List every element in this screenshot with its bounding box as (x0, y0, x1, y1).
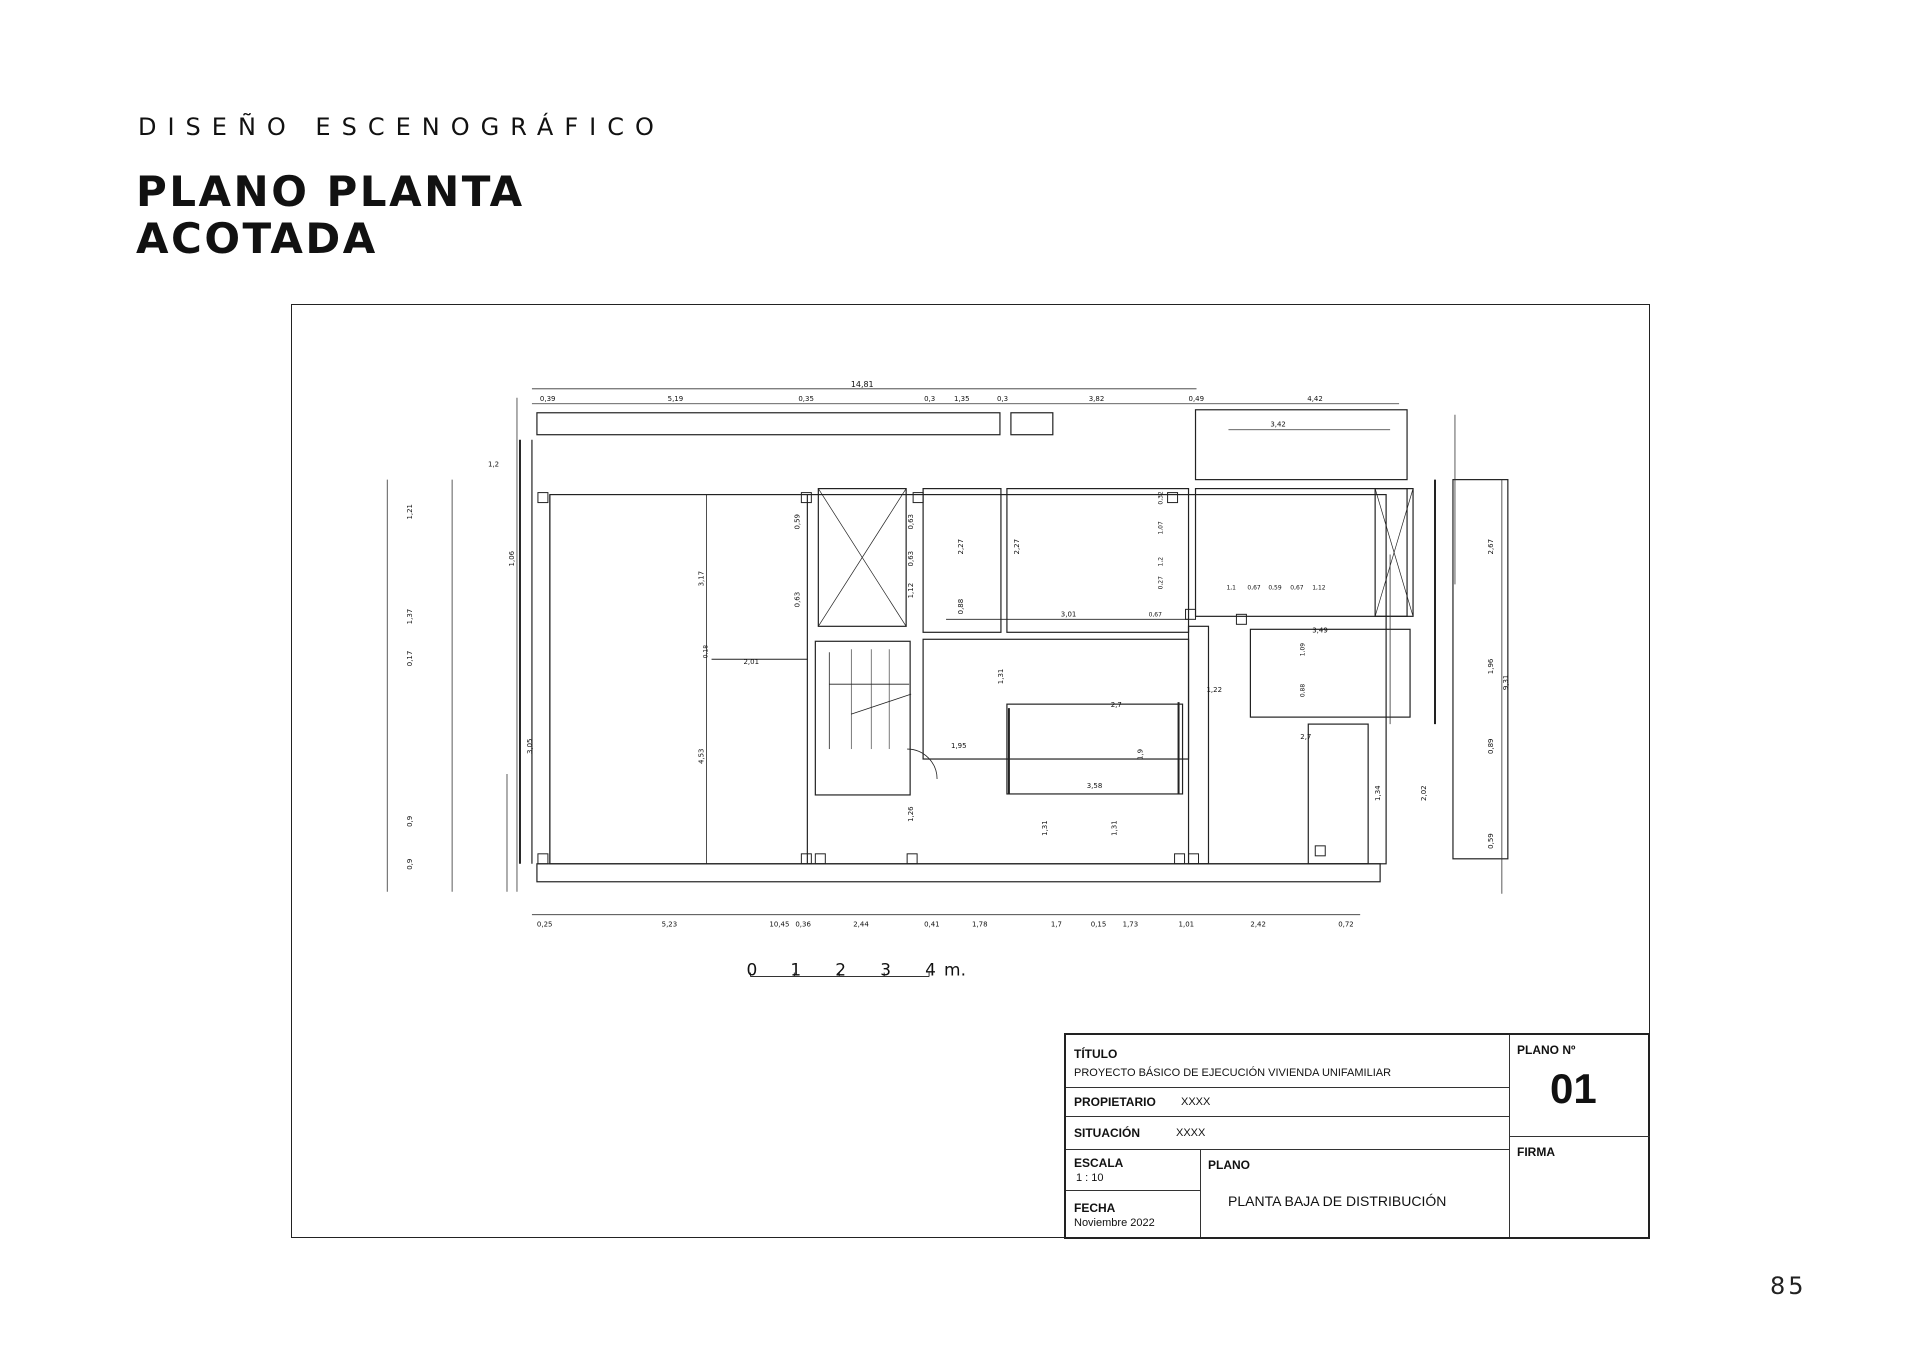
left-dim-2: 1,21 (406, 504, 415, 520)
scale-label-3: 3 (880, 959, 891, 980)
propietario-label: PROPIETARIO (1074, 1095, 1156, 1109)
int-dim-26: 0,88 (1299, 683, 1307, 698)
scale-unit: m. (944, 959, 966, 980)
firma-label: FIRMA (1517, 1145, 1555, 1159)
int-dim-10: 2,27 (957, 538, 966, 555)
bottom-dim-10: 1,73 (1122, 920, 1139, 929)
int-dim-13: 0,32 (1157, 491, 1165, 505)
plano-no-label: PLANO Nº (1517, 1043, 1576, 1057)
top-dim-1: 0,39 (539, 394, 556, 403)
int-dim-19: 1,1 (1226, 584, 1236, 592)
overall-dimension: 14,81 (850, 379, 874, 389)
left-dim-8: 3,05 (525, 738, 534, 755)
titulo-value: PROYECTO BÁSICO DE EJECUCIÓN VIVIENDA UNIFAMILIAR (1074, 1067, 1392, 1079)
title-line-2: ACOTADA (136, 214, 378, 263)
situacion-value: XXXX (1176, 1127, 1206, 1139)
bottom-dim-8: 1,7 (1050, 920, 1062, 929)
right-dim-7: 0,59 (1486, 833, 1495, 849)
bottom-dim-13: 0,72 (1338, 920, 1354, 929)
scale-label-2: 2 (835, 959, 847, 980)
int-dim-17: 3,01 (1060, 610, 1077, 619)
title-block (1064, 1033, 1650, 1239)
titulo-label: TÍTULO (1074, 1047, 1118, 1061)
int-dim-23: 1,12 (1312, 584, 1326, 592)
int-dim-11: 2,27 (1012, 538, 1021, 555)
scale-label-4: 4 (925, 959, 936, 980)
scale-bar (746, 960, 965, 980)
right-dim-6: 2,02 (1420, 785, 1429, 801)
int-dim-31: 1,95 (951, 742, 967, 751)
int-dim-9: 1,12 (907, 582, 916, 599)
int-dim-25: 1,09 (1299, 642, 1307, 657)
top-dim-4: 0,3 (924, 394, 936, 403)
int-dim-8: 0,63 (907, 550, 916, 567)
int-dim-21: 0,59 (1268, 584, 1282, 592)
left-dim-7: 1,06 (507, 550, 516, 567)
bottom-dim-5: 2,44 (853, 920, 869, 929)
page-number: 85 (1770, 1272, 1807, 1300)
int-dim-29: 2,7 (1110, 701, 1122, 710)
top-dim-7: 3,82 (1088, 394, 1105, 403)
bottom-dim-7: 1,78 (971, 920, 988, 929)
escala-value: 1 : 10 (1076, 1172, 1104, 1184)
int-dim-35: 1,31 (1040, 820, 1049, 836)
right-dim-1: 3,42 (1270, 420, 1286, 429)
int-dim-1: 0,59 (793, 513, 802, 530)
int-dim-18: 0,67 (1148, 611, 1162, 619)
right-dim-4: 9,31 (1501, 674, 1510, 691)
bottom-dim-9: 0,15 (1090, 920, 1107, 929)
int-dim-16: 0,27 (1157, 576, 1165, 590)
int-dim-14: 1,07 (1157, 521, 1165, 535)
top-dim-3: 0,35 (798, 394, 814, 403)
top-dim-9: 4,42 (1307, 394, 1323, 403)
bottom-dim-6: 0,41 (924, 920, 940, 929)
top-dim-2: 5,19 (667, 394, 684, 403)
int-dim-36: 1,31 (1110, 820, 1119, 836)
section-kicker: DISEÑO ESCENOGRÁFICO (138, 113, 665, 141)
int-dim-2: 0,63 (793, 591, 802, 608)
bottom-dim-1: 0,25 (536, 920, 553, 929)
fecha-label: FECHA (1074, 1201, 1116, 1215)
int-dim-6: 4,53 (697, 748, 706, 765)
int-dim-33: 3,58 (1086, 781, 1103, 790)
int-dim-4: 0,18 (702, 644, 710, 659)
plano-no-value: 01 (1550, 1065, 1597, 1112)
top-dim-8: 0,49 (1188, 394, 1205, 403)
int-dim-3: 3,17 (697, 570, 706, 587)
right-dim-3: 1,96 (1486, 658, 1495, 675)
int-dim-7: 0,63 (907, 513, 916, 530)
int-dim-34: 1,26 (907, 806, 916, 822)
fecha-value: Noviembre 2022 (1074, 1217, 1155, 1229)
top-dim-6: 0,3 (996, 394, 1009, 403)
top-dim-5: 1,35 (954, 394, 970, 403)
title-line-1: PLANO PLANTA (136, 167, 525, 216)
scale-label-0: 0 (746, 959, 758, 980)
int-dim-28: 1,22 (1206, 686, 1223, 695)
int-dim-27: 1,31 (996, 668, 1005, 685)
right-dim-2: 2,67 (1486, 538, 1495, 555)
bottom-dim-11: 1,01 (1178, 920, 1195, 929)
escala-label: ESCALA (1074, 1156, 1124, 1170)
int-dim-5: 2,01 (743, 658, 760, 667)
left-dim-4: 0,17 (406, 650, 415, 667)
bottom-dim-3: 10,45 (769, 920, 790, 929)
bottom-dim-2: 5,23 (661, 920, 678, 929)
left-dim-3: 1,37 (406, 608, 415, 625)
bottom-dim-12: 2,42 (1250, 920, 1266, 929)
right-dim-8: 1,34 (1374, 785, 1383, 801)
int-dim-30: 2,7 (1300, 733, 1312, 742)
int-dim-24: 3,49 (1312, 626, 1328, 635)
right-dim-5: 0,89 (1486, 738, 1495, 755)
left-dim-6: 0,9 (406, 858, 415, 870)
plano-value: PLANTA BAJA DE DISTRIBUCIÓN (1228, 1193, 1447, 1209)
plano-label: PLANO (1208, 1158, 1250, 1172)
int-dim-12: 0,88 (957, 598, 966, 615)
scale-label-1: 1 (790, 959, 802, 980)
int-dim-32: 1,9 (1136, 748, 1145, 761)
left-dim-5: 0,9 (406, 815, 415, 827)
int-dim-22: 0,67 (1290, 584, 1304, 592)
drawing-sheet (291, 304, 1650, 1238)
propietario-value: XXXX (1181, 1096, 1211, 1108)
situacion-label: SITUACIÓN (1074, 1126, 1140, 1140)
int-dim-15: 1,2 (1157, 556, 1165, 567)
int-dim-20: 0,67 (1247, 584, 1261, 592)
left-dim-1: 1,2 (488, 460, 500, 469)
bottom-dim-4: 0,36 (795, 920, 811, 929)
page-title (136, 168, 525, 262)
